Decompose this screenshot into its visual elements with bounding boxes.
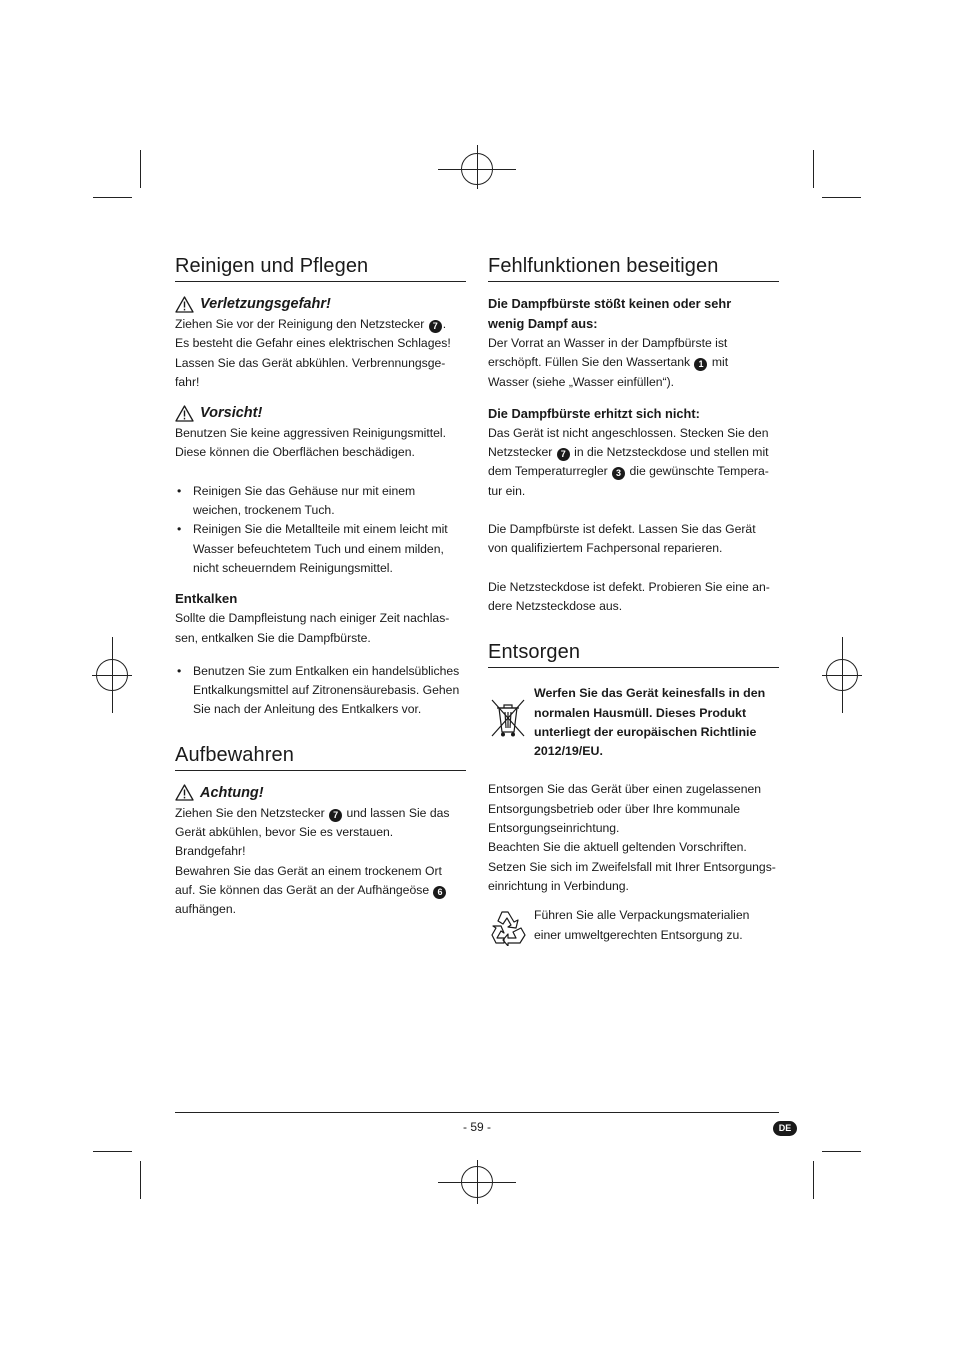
warning-injury — [175, 294, 466, 314]
plug-number-badge: 7 — [557, 448, 570, 461]
section-title-disposal: Entsorgen — [488, 638, 779, 668]
descaling-text: Sollte die Dampfleistung nach einiger Zeit nachlas- sen, entkalken Sie die Dampfbürste. — [175, 611, 450, 645]
section-title-troubleshooting: Fehlfunktionen beseitigen — [488, 252, 779, 282]
crop-mark — [822, 1151, 861, 1152]
crop-mark — [813, 150, 814, 188]
warning-caution — [175, 403, 466, 423]
crop-mark — [140, 1161, 141, 1199]
left-column — [175, 252, 466, 920]
cleaning-list — [175, 482, 466, 578]
section-title-cleaning: Reinigen und Pflegen — [175, 252, 466, 282]
list-item: • Reinigen Sie die Metallteile mit einem leicht mit Wasser befeuchtetem Tuch und einem milden, nicht scheuerndem Reinigungsmittel. — [175, 520, 466, 578]
footer-divider — [175, 1112, 779, 1113]
crop-mark — [93, 1151, 132, 1152]
crop-mark — [93, 197, 132, 198]
warning-attention-label: Achtung! — [200, 784, 264, 801]
registration-line — [477, 1160, 478, 1204]
problem-heading-no-heat: Die Dampfbürste erhitzt sich nicht: — [488, 405, 700, 421]
right-column — [488, 252, 779, 951]
warning-triangle-icon — [175, 784, 194, 801]
storage-text: Ziehen Sie den Netzstecker 7 und lassen Sie das Gerät abkühlen, bevor Sie es verstauen. Brandgefahr! Bewahren Sie das Gerät an einem trockenem Ort auf. Sie können das Gerät an der Aufhängeöse 6 aufhängen. — [175, 805, 450, 917]
crossed-bin-icon — [488, 696, 528, 740]
recycling-notice — [488, 906, 779, 951]
recycle-icon — [488, 908, 528, 946]
problem-text-defective-socket: Die Netzsteckdose ist defekt. Probieren Sie eine an- dere Netzsteckdose aus. — [488, 579, 770, 613]
plug-number-badge: 7 — [329, 809, 342, 822]
list-item: • Reinigen Sie das Gehäuse nur mit einem weichen, trockenem Tuch. — [175, 482, 466, 521]
tank-number-badge: 1 — [694, 358, 707, 371]
registration-line — [842, 637, 843, 713]
problem-text-no-steam: Der Vorrat an Wasser in der Dampfbürste ist erschöpft. Füllen Sie den Wassertank 1 mit Wasser (siehe „Wasser einfüllen“). — [488, 336, 729, 389]
warning-triangle-icon — [175, 405, 194, 422]
injury-text: Ziehen Sie vor der Reinigung den Netzstecker 7 . Es besteht die Gefahr eines elektrischen Schlages! Lassen Sie das Gerät abkühlen. Verbrennungsge- fahr! — [175, 317, 451, 389]
registration-line — [112, 637, 113, 713]
page-number: - 59 - — [462, 1120, 491, 1134]
plug-number-badge: 7 — [429, 320, 442, 333]
crop-mark — [822, 197, 861, 198]
caution-text: Benutzen Sie keine aggressiven Reinigungsmittel. Diese können die Oberflächen beschädigen. — [175, 426, 446, 460]
disposal-text: Entsorgen Sie das Gerät über einen zugelassenen Entsorgungsbetrieb oder über Ihre kommunale Entsorgungseinrichtung. Beachten Sie die aktuell geltenden Vorschriften. Setzen Sie sich im Zweifelsfall mit Ihrer Entsorgungs- einrichtung in Verbindung. — [488, 782, 776, 893]
crop-mark — [140, 150, 141, 188]
problem-heading-no-steam: Die Dampfbürste stößt keinen oder sehr wenig Dampf aus: — [488, 296, 732, 331]
descaling-list — [175, 662, 466, 720]
problem-text-defective-brush: Die Dampfbürste ist defekt. Lassen Sie das Gerät von qualifiziertem Fachpersonal reparieren. — [488, 522, 756, 556]
regulator-number-badge: 3 — [612, 467, 625, 480]
subheading-descaling: Entkalken — [175, 591, 238, 607]
warning-caution-label: Vorsicht! — [200, 405, 263, 422]
recycling-text: Führen Sie alle Verpackungsmaterialien einer umweltgerechten Entsorgung zu. — [534, 908, 750, 942]
list-item: • Benutzen Sie zum Entkalken ein handelsübliches Entkalkungsmittel auf Zitronensäurebasis. Gehen Sie nach der Anleitung des Entkalkers vor. — [175, 662, 466, 720]
hook-number-badge: 6 — [433, 886, 446, 899]
warning-triangle-icon — [175, 296, 194, 313]
language-badge: DE — [773, 1121, 797, 1136]
weee-notice — [488, 684, 779, 761]
section-title-storage: Aufbewahren — [175, 741, 466, 771]
weee-text: Werfen Sie das Gerät keinesfalls in den normalen Hausmüll. Dieses Produkt unterliegt der europäischen Richtlinie 2012/19/EU. — [534, 686, 766, 759]
problem-text-no-heat: Das Gerät ist nicht angeschlossen. Stecken Sie den Netzstecker 7 in die Netzsteckdose und stellen mit dem Temperaturregler 3 die gewünschte Tempera- tur ein. — [488, 425, 769, 498]
warning-injury-label: Verletzungsgefahr! — [200, 296, 331, 312]
registration-line — [477, 145, 478, 189]
warning-attention — [175, 783, 466, 803]
crop-mark — [813, 1161, 814, 1199]
